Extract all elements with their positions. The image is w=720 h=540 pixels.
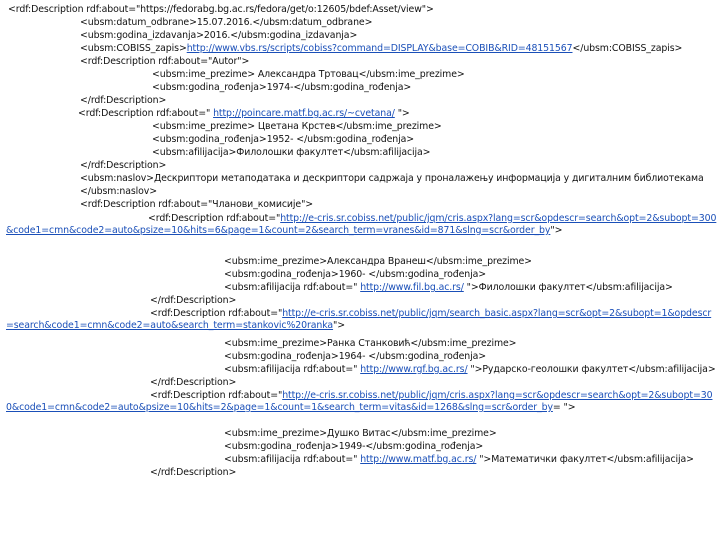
member-stankovic-afil-open: <ubsm:afilijacija rdf:about=" (224, 364, 361, 375)
member-vranes-description-close: </rdf:Description> (150, 295, 237, 306)
member-vitas-description-close: </rdf:Description> (150, 467, 237, 478)
member-stankovic-afil-rest: ">Рударско-геолошки факултет</ubsm:afilijacija> (467, 364, 716, 375)
godina-izdavanja-line: <ubsm:godina_izdavanja>2016.</ubsm:godina_izdavanja> (80, 30, 358, 41)
mentor-description-close: </rdf:Description> (80, 160, 167, 171)
mentor-description-open (78, 108, 410, 120)
rdf-description-open: <rdf:Description rdf:about="https://fedorabg.bg.ac.rs/fedora/get/o:12605/bdef:Asset/view"> (8, 4, 434, 15)
member-vitas-afilijacija (224, 454, 694, 466)
autor-ime-prezime: <ubsm:ime_prezime> Александра Тртовац</ubsm:ime_prezime> (152, 69, 465, 80)
autor-description-open: <rdf:Description rdf:about="Autor"> (80, 56, 250, 67)
member-stankovic-link[interactable]: http://e-cris.sr.cobiss.net/public/jqm/search_basic.aspx?lang=scr&opt=2&subopt=1&opdescr=search&code1=cmn&code2=auto&search_term=stankovic%20ranka (6, 308, 712, 331)
komisija-description-open: <rdf:Description rdf:about="Чланови_комисије"> (80, 199, 314, 210)
member-vitas-open-tag: <rdf:Description rdf:about=" (150, 390, 283, 401)
member-vranes-ime-prezime: <ubsm:ime_prezime>Александра Вранеш</ubsm:ime_prezime> (224, 256, 532, 267)
member-vitas-afil-open: <ubsm:afilijacija rdf:about=" (224, 454, 361, 465)
member-stankovic-open-tag: <rdf:Description rdf:about=" (150, 308, 283, 319)
mentor-link[interactable]: http://poincare.matf.bg.ac.rs/~cvetana/ (213, 108, 395, 119)
member-vitas-godina-rodjenja: <ubsm:godina_rođenja>1949-</ubsm:godina_rođenja> (224, 441, 484, 452)
member-vranes-afil-rest: ">Филолошки факултет</ubsm:afilijacija> (463, 282, 673, 293)
member-vitas-link[interactable]: http://e-cris.sr.cobiss.net/public/jqm/cris.aspx?lang=scr&opdescr=search&opt=2&subopt=300&code1=cmn&code2=auto&psize=10&hits=2&page=1&count=1&search_term=vitas&id=1268&slng=scr&order_by (6, 390, 713, 413)
member-stankovic-afilijacija (224, 364, 716, 376)
member-stankovic-godina-rodjenja: <ubsm:godina_rođenja>1964- </ubsm:godina_rođenja> (224, 351, 487, 362)
member-vranes-description-open (6, 213, 718, 237)
member-vitas-afil-link[interactable]: http://www.matf.bg.ac.rs/ (360, 454, 477, 465)
member-vitas-ime-prezime: <ubsm:ime_prezime>Душко Витас</ubsm:ime_prezime> (224, 428, 497, 439)
member-stankovic-ime-prezime: <ubsm:ime_prezime>Ранка Станковић</ubsm:ime_prezime> (224, 338, 517, 349)
member-vranes-afilijacija (224, 282, 673, 294)
naslov-close: </ubsm:naslov> (80, 186, 157, 197)
cobiss-open-tag: <ubsm:COBISS_zapis> (80, 43, 187, 54)
member-vranes-godina-rodjenja: <ubsm:godina_rođenja>1960- </ubsm:godina_rođenja> (224, 269, 487, 280)
cobiss-zapis-line (80, 43, 682, 55)
mentor-afilijacija: <ubsm:afilijacija>Филолошки факултет</ubsm:afilijacija> (152, 147, 431, 158)
member-stankovic-afil-link[interactable]: http://www.rgf.bg.ac.rs/ (360, 364, 468, 375)
member-stankovic-tag-end: "> (333, 320, 346, 331)
member-vranes-link[interactable]: http://e-cris.sr.cobiss.net/public/jqm/cris.aspx?lang=scr&opdescr=search&opt=2&subopt=300&code1=cmn&code2=auto&psize=10&hits=6&page=1&count=2&search_term=vranes&id=871&slng=scr&order_by (6, 213, 717, 236)
member-vitas-afil-rest: ">Математички факултет</ubsm:afilijacija> (476, 454, 694, 465)
naslov-line: <ubsm:naslov>Дескриптори метаподатака и дескриптори садржаја у проналажењу информација у дигиталним библиотекама (80, 173, 704, 184)
cobiss-link[interactable]: http://www.vbs.rs/scripts/cobiss?command=DISPLAY&base=COBIB&RID=48151567 (186, 43, 573, 54)
mentor-ime-prezime: <ubsm:ime_prezime> Цветана Крстев</ubsm:ime_prezime> (152, 121, 442, 132)
member-vitas-description-open (6, 390, 718, 414)
member-vranes-afil-link[interactable]: http://www.fil.bg.ac.rs/ (360, 282, 464, 293)
member-vranes-open-tag: <rdf:Description rdf:about=" (148, 213, 281, 224)
autor-godina-rodjenja: <ubsm:godina_rođenja>1974-</ubsm:godina_rođenja> (152, 82, 412, 93)
mentor-open-tag: <rdf:Description rdf:about=" (78, 108, 214, 119)
member-vranes-afil-open: <ubsm:afilijacija rdf:about=" (224, 282, 361, 293)
mentor-godina-rodjenja: <ubsm:godina_rođenja>1952- </ubsm:godina_rođenja> (152, 134, 415, 145)
member-stankovic-description-close: </rdf:Description> (150, 377, 237, 388)
autor-description-close: </rdf:Description> (80, 95, 167, 106)
member-stankovic-description-open (6, 308, 718, 332)
cobiss-close-tag: </ubsm:COBISS_zapis> (572, 43, 683, 54)
member-vranes-tag-end: "> (550, 225, 563, 236)
mentor-tag-end: "> (394, 108, 410, 119)
datum-odbrane-line: <ubsm:datum_odbrane>15.07.2016.</ubsm:datum_odbrane> (80, 17, 373, 28)
member-vitas-tag-end: = "> (552, 402, 576, 413)
